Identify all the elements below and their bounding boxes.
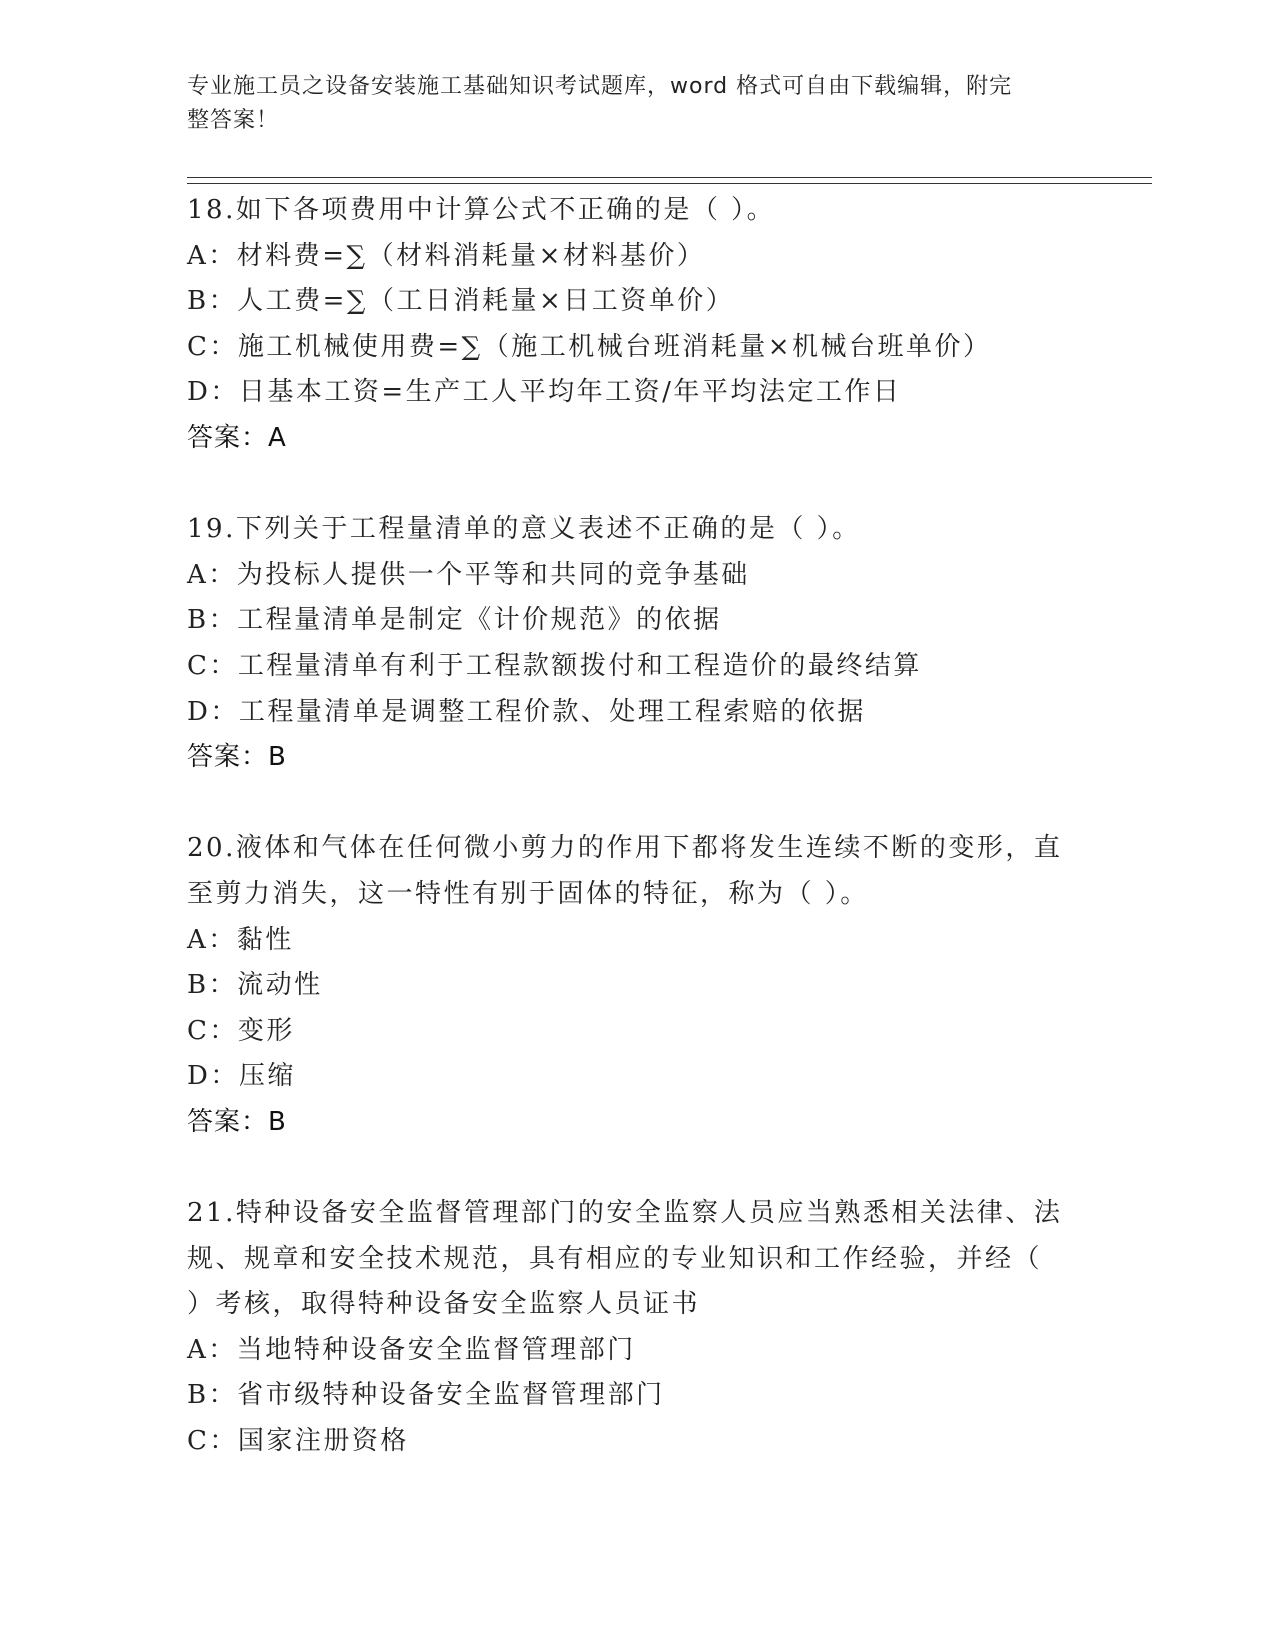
option-a: A：黏性: [187, 924, 294, 955]
option-c: C：工程量清单有利于工程款额拨付和工程造价的最终结算: [187, 650, 922, 681]
question-stem: 规、规章和安全技术规范，具有相应的专业知识和工作经验，并经（: [187, 1243, 1043, 1274]
option-d: D：压缩: [187, 1061, 296, 1092]
question-18: [187, 188, 1087, 462]
option-d: D：工程量清单是调整工程价款、处理工程索赔的依据: [187, 696, 866, 727]
question-spacer: [187, 462, 1087, 508]
question-20: [187, 826, 1087, 1145]
option-c: C：国家注册资格: [187, 1426, 409, 1457]
option-a: A：材料费=∑（材料消耗量×材料基价）: [187, 240, 706, 271]
question-stem: 20.液体和气体在任何微小剪力的作用下都将发生连续不断的变形，直: [187, 833, 1063, 864]
document-header: [187, 70, 1067, 138]
question-21: [187, 1191, 1087, 1465]
option-b: B：工程量清单是制定《计价规范》的依据: [187, 605, 722, 636]
header-line: 专业施工员之设备安装施工基础知识考试题库，word 格式可自由下载编辑，附完: [187, 74, 1013, 99]
option-b: B：人工费=∑（工日消耗量×日工资单价）: [187, 286, 735, 317]
question-spacer: [187, 1145, 1087, 1191]
answer-label: 答案：B: [187, 742, 287, 773]
header-divider-bottom: [187, 183, 1152, 184]
answer-label: 答案：B: [187, 1106, 287, 1137]
header-divider-top: [187, 177, 1152, 178]
question-stem: ）考核，取得特种设备安全监察人员证书: [187, 1289, 701, 1320]
option-c: C：施工机械使用费=∑（施工机械台班消耗量×机械台班单价）: [187, 331, 992, 362]
option-b: B：流动性: [187, 970, 323, 1001]
question-stem: 18.如下各项费用中计算公式不正确的是（ ）。: [187, 195, 776, 225]
option-c: C：变形: [187, 1015, 295, 1046]
option-d: D：日基本工资=生产工人平均年工资/年平均法定工作日: [187, 377, 902, 408]
question-stem: 至剪力消失，这一特性有别于固体的特征，称为（ ）。: [187, 878, 869, 909]
question-list: [187, 188, 1087, 1465]
answer-label: 答案：A: [187, 422, 287, 453]
question-19: [187, 507, 1087, 781]
option-a: A：为投标人提供一个平等和共同的竞争基础: [187, 559, 750, 590]
question-stem: 21.特种设备安全监督管理部门的安全监察人员应当熟悉相关法律、法: [187, 1198, 1063, 1229]
question-spacer: [187, 781, 1087, 827]
header-line: 整答案！: [187, 108, 280, 133]
option-b: B：省市级特种设备安全监督管理部门: [187, 1380, 665, 1411]
option-a: A：当地特种设备安全监督管理部门: [187, 1334, 636, 1365]
question-stem: 19.下列关于工程量清单的意义表述不正确的是（ ）。: [187, 514, 861, 545]
